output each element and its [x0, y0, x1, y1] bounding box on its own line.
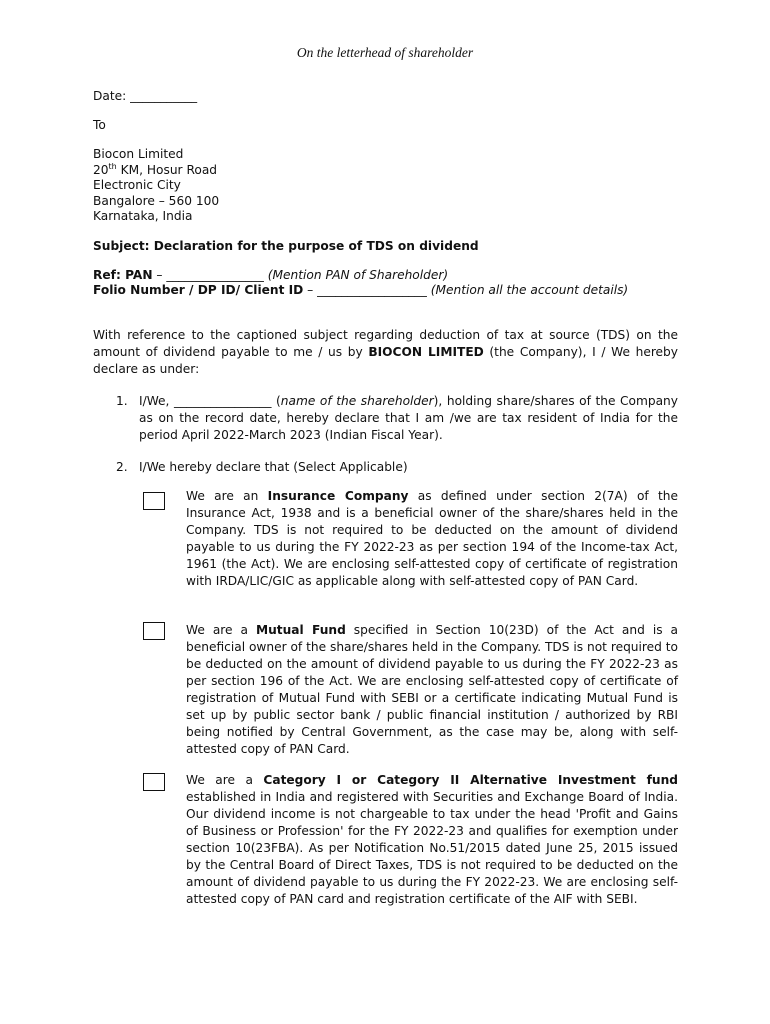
pan-reference: Ref: PAN – ________________ (Mention PAN of Shareholder) — [93, 268, 449, 282]
address-company: Biocon Limited — [93, 147, 184, 161]
item-2-text: I/We hereby declare that (Select Applicable) — [139, 460, 408, 474]
aif-option: We are a Category I or Category II Alternative Investment fund established in India and registered with Securities and Exchange Board of India. Our dividend income is not chargeable to tax under the head 'Profit and Gains of Business or Profession' for the FY 2022-23 and qualifies for exemption under section 10(23FBA). As per Notification No.51/2015 dated June 25, 2015 issued by the Central Board of Direct Taxes, TDS is not required to be deducted on the amount of dividend payable to us during the FY 2022-23. We are enclosing self-attested copy of PAN card and registration certificate of the AIF with SEBI. — [186, 773, 678, 906]
intro-paragraph: With reference to the captioned subject regarding deduction of tax at source (TDS) on the amount of dividend payable to me / us by BIOCON LIMITED (the Company), I / We hereby declare as under: — [93, 328, 679, 376]
date-line: Date: ___________ — [93, 89, 198, 103]
address-city: Bangalore – 560 100 — [93, 193, 220, 208]
subject-line: Subject: Declaration for the purpose of TDS on dividend — [93, 239, 479, 253]
letterhead-note: On the letterhead of shareholder — [296, 45, 474, 60]
item-2-number: 2. — [116, 460, 128, 474]
item-1-number: 1. — [116, 394, 128, 408]
to-label: To — [93, 118, 106, 132]
address-state: Karnataka, India — [93, 209, 193, 224]
address-road: 20th KM, Hosur Road — [93, 161, 218, 177]
reference-block — [93, 268, 678, 298]
mutual-fund-option: We are a Mutual Fund specified in Section 10(23D) of the Act and is a beneficial owner of the share/shares held in the Company. TDS is not required to be deducted on the amount of dividend payable to us during the FY 2022-23 as per section 196 of the Act. We are enclosing self-attested copy of certificate of registration of Mutual Fund with SEBI or a certificate indicating Mutual Fund is set up by public sector bank / public financial institution / authorized by RBI being notified by Central Government, as the case may be, along with self-attested copy of PAN Card. — [186, 623, 679, 756]
recipient-address — [93, 147, 678, 225]
aif-checkbox[interactable] — [143, 773, 165, 791]
address-area: Electronic City — [93, 178, 181, 193]
insurance-company-checkbox[interactable] — [143, 492, 165, 510]
folio-reference: Folio Number / DP ID/ Client ID – __________________ (Mention all the account details) — [93, 283, 629, 297]
insurance-company-option: We are an Insurance Company as defined under section 2(7A) of the Insurance Act, 1938 and is a beneficial owner of the share/shares held in the Company. TDS is not required to be deducted on the amount of dividend payable to us during the FY 2022-23 as per section 194 of the Income-tax Act, 1961 (the Act). We are enclosing self-attested copy of certificate of registration with IRDA/LIC/GIC as applicable along with self-attested copy of PAN Card. — [186, 489, 679, 588]
mutual-fund-checkbox[interactable] — [143, 622, 165, 640]
item-1-text: I/We, ________________ (name of the shareholder), holding share/shares of the Company as on the record date, hereby declare that I am /we are tax resident of India for the period April 2022-March 2023 (Indian Fiscal Year). — [139, 394, 678, 442]
